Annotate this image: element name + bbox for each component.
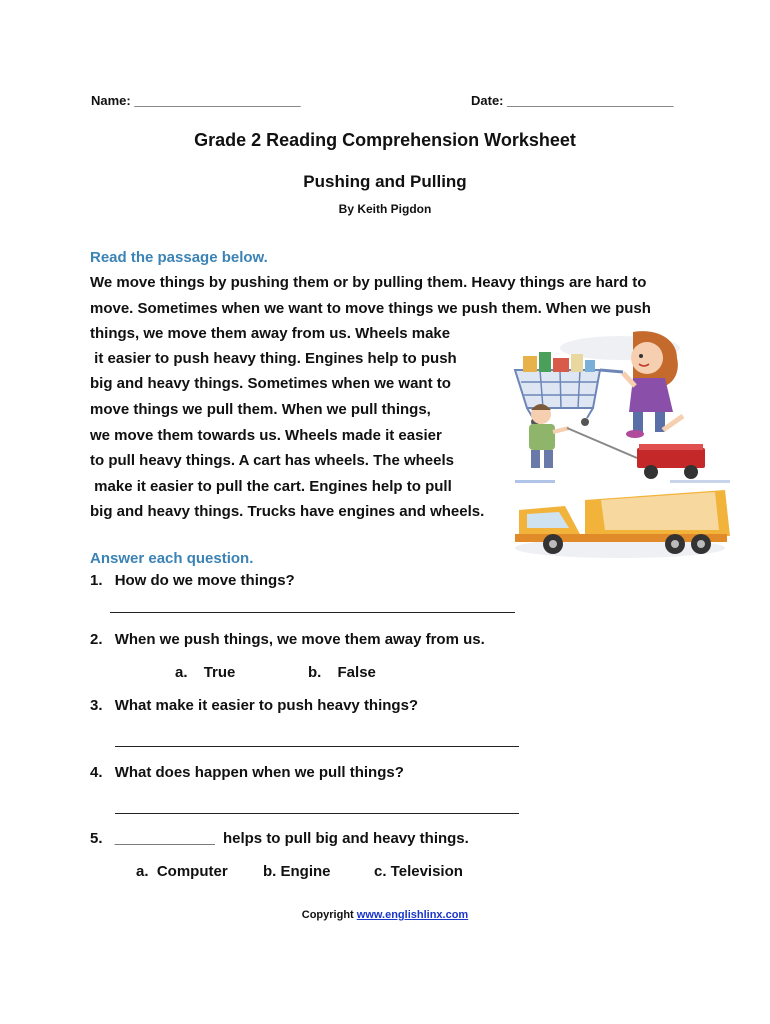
copyright-footer xyxy=(0,909,770,921)
fill-blank[interactable]: ____________ xyxy=(114,830,215,847)
option-false[interactable] xyxy=(308,664,376,681)
question-text: helps to pull big and heavy things. xyxy=(222,830,469,847)
name-blank: _______________________ xyxy=(134,93,301,108)
question-3 xyxy=(90,697,418,714)
boy-pulling-wagon-icon xyxy=(515,404,730,483)
push-pull-illustration xyxy=(505,330,735,560)
question-4 xyxy=(90,764,404,781)
passage-line: big and heavy things. Trucks have engines and wheels. xyxy=(90,503,485,520)
passage-line: to pull heavy things. A cart has wheels. The wheels xyxy=(90,452,454,469)
question-number: 2. xyxy=(90,631,103,648)
question-text: How do we move things? xyxy=(114,572,295,589)
option-text: True xyxy=(203,664,236,681)
question-2 xyxy=(90,631,485,648)
story-title: Pushing and Pulling xyxy=(303,172,467,191)
author: By Keith Pigdon xyxy=(338,202,432,216)
answer-line-1[interactable] xyxy=(110,612,515,613)
option-text: False xyxy=(337,664,376,681)
date-blank: _______________________ xyxy=(507,93,674,108)
passage-line: move things we pull them. When we pull things, xyxy=(90,401,431,418)
worksheet-title: Grade 2 Reading Comprehension Worksheet xyxy=(194,130,576,150)
option-letter: a. xyxy=(175,664,188,681)
questions-instruction: Answer each question. xyxy=(90,550,254,567)
question-1 xyxy=(90,572,295,589)
question-text: What does happen when we pull things? xyxy=(114,764,404,781)
question-number: 1. xyxy=(90,572,103,589)
passage-line: it easier to push heavy thing. Engines help to push xyxy=(90,350,457,367)
name-field xyxy=(91,93,301,108)
truck-icon xyxy=(515,490,730,558)
passage-line: We move things by pushing them or by pulling them. Heavy things are hard to xyxy=(90,274,647,291)
passage-line: move. Sometimes when we want to move things we push them. When we push xyxy=(90,300,651,317)
name-label: Name: xyxy=(91,93,131,108)
passage-line: we move them towards us. Wheels made it easier xyxy=(90,427,442,444)
passage-line: make it easier to pull the cart. Engines help to pull xyxy=(90,478,452,495)
website-link[interactable]: www.englishlinx.com xyxy=(356,909,469,921)
passage-instruction: Read the passage below. xyxy=(90,249,268,266)
answer-line-3[interactable] xyxy=(115,746,519,747)
option-television[interactable]: c. Television xyxy=(374,863,463,880)
option-true[interactable] xyxy=(175,664,235,681)
option-letter: b. xyxy=(308,664,322,681)
date-field xyxy=(471,93,673,108)
question-number: 4. xyxy=(90,764,103,781)
passage-line: things, we move them away from us. Wheels make xyxy=(90,325,451,342)
option-engine[interactable]: b. Engine xyxy=(263,863,331,880)
passage-line: big and heavy things. Sometimes when we want to xyxy=(90,375,451,392)
question-number: 5. xyxy=(90,830,103,847)
question-5 xyxy=(90,830,469,847)
answer-line-4[interactable] xyxy=(115,813,519,814)
question-text: When we push things, we move them away from us. xyxy=(114,631,485,648)
question-number: 3. xyxy=(90,697,103,714)
question-text: What make it easier to push heavy things? xyxy=(114,697,419,714)
copyright-text: Copyright xyxy=(301,909,357,921)
date-label: Date: xyxy=(471,93,504,108)
option-computer[interactable]: a. Computer xyxy=(136,863,228,880)
